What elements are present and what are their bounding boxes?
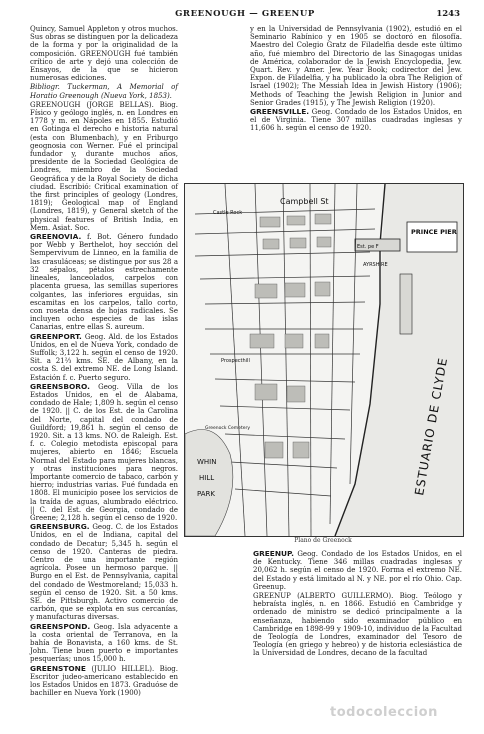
map-label-prospect: Prospecthill [221, 358, 250, 364]
entry-paragraph: GREENOUGH (JORGE BELLAS). Biog. Físico y geólogo inglés, n. en Londres en 1778 y m. en Nápoles en 1855. Estudió en Gotinga el derecho e historia natural (esta con Blumenbach), y en Friburgo geognosia con Werner. Fué el principal fundador y, durante muchos años, presidente de la Sociedad Geológica de Londres, miembro de la Sociedad Geográfica y de la Royal Society de dicha ciudad. Escribió: Critical examination of the first principles of geology (Londres, 1819); Geological map of England (Londres, 1819), y General sketch of the physical features of British India, en Mem. Asiat. Soc. [30, 100, 178, 232]
greenock-map [184, 183, 464, 537]
headword: GREENSBORO. [30, 381, 90, 391]
map-label-hill: HILL [199, 474, 215, 482]
map-caption: Plano de Greenock [294, 537, 352, 544]
map-label-west: Est. pe F [357, 244, 379, 250]
entry-text: Geog. Villa de los Estados Unidos, en el de Alabama, condado de Hale; 1,809 h. según el censo de 1920. || C. de los Est. de la Carolina del Norte, capital del condado de Guildford; 19,861 h. según el censo de 1920. Sit. a 13 kms. NO. de Raleigh. Est. f. c. Colegio metodista episcopal para mujeres, abierto en 1846; Escuela Normal del Estado para mujeres blancas, y otras instituciones para negros. Importante comercio de tabaco, carbón y hierro; industrias varias. Fué fundada en 1808. El municipio posee los servicios de la traída de aguas, alumbrado eléctrico. || C. del Est. de Georgia, condado de Greene; 2,128 h. según el censo de 1920. [30, 382, 178, 522]
watermark: todocoleccion [330, 705, 438, 720]
map-label-campbell: Campbell St [280, 197, 329, 206]
left-column [30, 25, 178, 715]
entry-text: Geog. C. de los Estados Unidos, en el de Indiana, capital del condado de Decatur; 5,345 h. según el censo de 1920. Canteras de piedra. Centro de una importante región agrícola. Posee un hermoso parque. || Burgo en el Est. de Pennsylvania, capital del condado de Westmoreland; 15,033 h. según el censo de 1920. Sit. a 50 kms. SE. de Pittsburgh. Activo comercio de carbón, que se explota en sus cercanías, y manufacturas diversas. [30, 523, 178, 622]
page-number: 1243 [436, 9, 460, 19]
right-column-bottom [253, 550, 462, 710]
right-column-top [250, 25, 462, 180]
entry-greenport [30, 333, 178, 382]
headword: GREENSPOND. [30, 621, 91, 631]
map-label-prince-pier: PRINCE PIER [411, 228, 457, 236]
headword: GREENOVIA. [30, 232, 82, 242]
map-label-whin: WHIN [197, 458, 217, 466]
entry-text: Geog. Ald. de los Estados Unidos, en el de Nueva York, condado de Suffolk; 3,122 h. según el censo de 1920. Sit. a 21⅔ kms. SE. de Albany, en la costa S. del extremo NE. de Long Island. Estación f. c. Puerto seguro. [30, 332, 179, 382]
headword: GREENSTONE [30, 663, 86, 673]
entry-greensburg [30, 523, 178, 621]
entry-greensboro [30, 383, 178, 522]
headword: GREENPORT. [30, 331, 82, 341]
headword: GREENSBURG. [30, 522, 90, 532]
headword: GREENUP. [253, 549, 294, 558]
headword: GREENSVILLE. [250, 107, 310, 117]
entry-paragraph: Quincy, Samuel Appleton y otros muchos. Sus obras se distinguen por la delicadeza de la forma y por la originalidad de la composición. GREENOUGH fué también crítico de arte y dejó una colección de Ensayos, de la que se hicieron numerosas ediciones. [30, 25, 178, 83]
entry-paragraph: y en la Universidad de Pennsylvania (1902), estudió en el Seminario Rabínico y en 1905 se doctoró en filosofía. Maestro del Colegio Gratz de Filadelfia desde este último año, fué miembro del Directorio de las Sinagogas unidas de América, colaborador de la Jewish Encyclopedia, Jew. Quart. Rev. y Amer. Jew. Year Book; codirector del Jew. Expon. de Filadelfia, y ha publicado la obra The Religion of Israel (1902); The Messiah Idea in Jewish History (1906); Methods of Teaching the Jewish Religion in Junior and Senior Grades (1915), y The Jewish Religion (1920). [250, 25, 462, 107]
entry-greenspond [30, 623, 178, 664]
map-label-ayrshire: AYRSHIRE [363, 262, 388, 268]
entry-greensville [250, 108, 462, 133]
entry-greenup [253, 550, 462, 591]
map-label-estuary: ESTUARIO DE CLYDE [412, 356, 451, 497]
map-label-cemetery: Greenock Cemetery [205, 426, 250, 431]
running-header [30, 9, 460, 21]
entry-greenovia [30, 233, 178, 331]
entry-text: Geog. Condado de los Estados Unidos, en el de Kentucky. Tiene 346 millas cuadradas inglesas y 20,062 h. según el censo de 1920. Forma el extremo NE. del Estado y está limitado al N. y NE. por el río Ohio. Cap. Greenup. [253, 550, 462, 591]
entry-text: f. Bot. Género fundado por Webb y Berthelot, hoy sección del Sempervivum de Linneo, en la familia de las crasuláceas; se distingue por sus 28 a 32 sépalos, pétalos estrechamente lineales, lanceolados, carpelos con placenta gruesa, las semillas superiores colgantes, las inferiores erguidas, sin escamitas en los carpelos, tallo corto, con roseta densa de hojas radicales. Se incluyen ocho especies de las islas Canarias, entre ellas S. aureum. [30, 233, 178, 332]
map-drawing [185, 184, 463, 536]
entry-paragraph: Bibliogr. Tuckerman, A Memorial of Horatio Greenough (Nueva York, 1853). [30, 83, 178, 100]
entry-text: Geog. Isla adyacente a la costa oriental de Terranova, en la bahía de Bonavista, a 160 kms. de St. John. Tiene buen puerto e importantes pesquerías; unos 15,000 h. [30, 622, 178, 664]
entry-greenstone [30, 665, 178, 698]
entry-text: (JULIO HILLEL). Biog. Escritor judeo-americano establecido en los Estados Unidos en 1873. Graduóse de bachiller en Nueva York (1900) [30, 664, 178, 698]
map-label-park: PARK [197, 490, 216, 498]
entry-text: Geog. Condado de los Estados Unidos, en el de Virginia. Tiene 307 millas cuadradas inglesas y 11,606 h. según el censo de 1920. [250, 108, 462, 133]
map-label-castle: Castle Rock [213, 210, 243, 216]
entry-paragraph: GREENUP (ALBERTO GUILLERMO). Biog. Teólogo y hebraísta inglés, n. en 1866. Estudió en Cambridge y ordenado de ministro se dedicó principalmente a la enseñanza, habiendo sido examinador público en Cambridge en 1898-99 y 1909-10, individuo de la Facultad de Teología de Londres, examinador del Tesoro de Teología (en griego y hebreo) y de historia eclesiástica de la Universidad de Londres, decano de la facultad [253, 592, 462, 658]
header-title: GREENOUGH — GREENUP [175, 9, 315, 19]
